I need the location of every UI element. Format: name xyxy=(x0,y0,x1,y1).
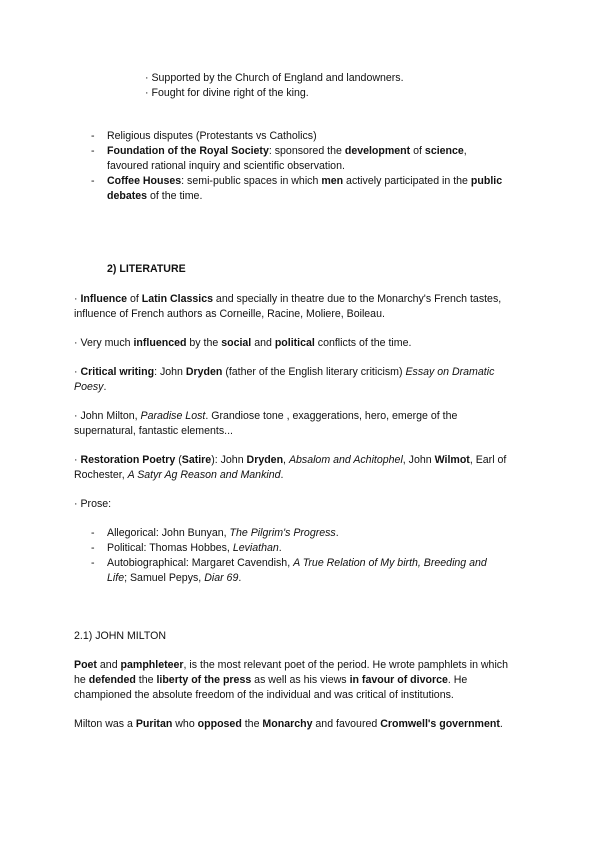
list-dash: - xyxy=(91,542,95,554)
sub-bullet-divine-right: · Fought for divine right of the king. xyxy=(145,87,309,99)
prose-item-autobiographical-cont: Life; Samuel Pepys, Diar 69. xyxy=(107,572,242,584)
literature-paragraph-influence-cont: influence of French authors as Corneille, Racine, Moliere, Boileau. xyxy=(74,308,385,320)
list-dash: - xyxy=(91,130,95,142)
section-heading-john-milton: 2.1) JOHN MILTON xyxy=(74,630,167,642)
list-dash: - xyxy=(91,527,95,539)
literature-paragraph-prose: · Prose: xyxy=(74,498,112,510)
milton-paragraph-poet-cont: he defended the liberty of the press as well as his views in favour of divorce. He xyxy=(74,674,468,686)
list-item-religious-disputes: Religious disputes (Protestants vs Catholics) xyxy=(107,130,317,142)
list-dash: - xyxy=(91,145,95,157)
list-dash: - xyxy=(91,175,95,187)
section-heading-literature: 2) LITERATURE xyxy=(107,263,186,275)
literature-paragraph-restoration-poetry: · Restoration Poetry (Satire): John Dryden, Absalom and Achitophel, John Wilmot, Earl of xyxy=(74,454,507,466)
milton-paragraph-poet: Poet and pamphleteer, is the most relevant poet of the period. He wrote pamphlets in which xyxy=(74,659,508,671)
sub-bullet-church: · Supported by the Church of England and landowners. xyxy=(145,72,404,84)
milton-paragraph-puritan: Milton was a Puritan who opposed the Monarchy and favoured Cromwell's government. xyxy=(74,718,503,730)
milton-paragraph-poet-cont2: championed the absolute freedom of the individual and was critical of institutions. xyxy=(74,689,454,701)
literature-paragraph-conflicts: · Very much influenced by the social and political conflicts of the time. xyxy=(74,337,412,349)
literature-paragraph-influence: · Influence of Latin Classics and specially in theatre due to the Monarchy's French tastes, xyxy=(74,293,502,305)
literature-paragraph-paradise-lost: · John Milton, Paradise Lost. Grandiose tone , exaggerations, hero, emerge of the xyxy=(74,410,458,422)
prose-item-allegorical: Allegorical: John Bunyan, The Pilgrim's Progress. xyxy=(107,527,339,539)
list-item-royal-society-cont: favoured rational inquiry and scientific observation. xyxy=(107,160,345,172)
list-dash: - xyxy=(91,557,95,569)
list-item-coffee-houses-cont: debates of the time. xyxy=(107,190,203,202)
list-item-coffee-houses: Coffee Houses: semi-public spaces in which men actively participated in the public xyxy=(107,175,503,187)
literature-paragraph-critical-writing: · Critical writing: John Dryden (father of the English literary criticism) Essay on Dramatic xyxy=(74,366,495,378)
list-item-royal-society: Foundation of the Royal Society: sponsored the development of science, xyxy=(107,145,467,157)
literature-paragraph-restoration-poetry-cont: Rochester, A Satyr Ag Reason and Mankind. xyxy=(74,469,284,481)
prose-item-autobiographical: Autobiographical: Margaret Cavendish, A True Relation of My birth, Breeding and xyxy=(107,557,487,569)
literature-paragraph-paradise-lost-cont: supernatural, fantastic elements... xyxy=(74,425,233,437)
literature-paragraph-critical-writing-cont: Poesy. xyxy=(74,381,107,393)
prose-item-political: Political: Thomas Hobbes, Leviathan. xyxy=(107,542,282,554)
